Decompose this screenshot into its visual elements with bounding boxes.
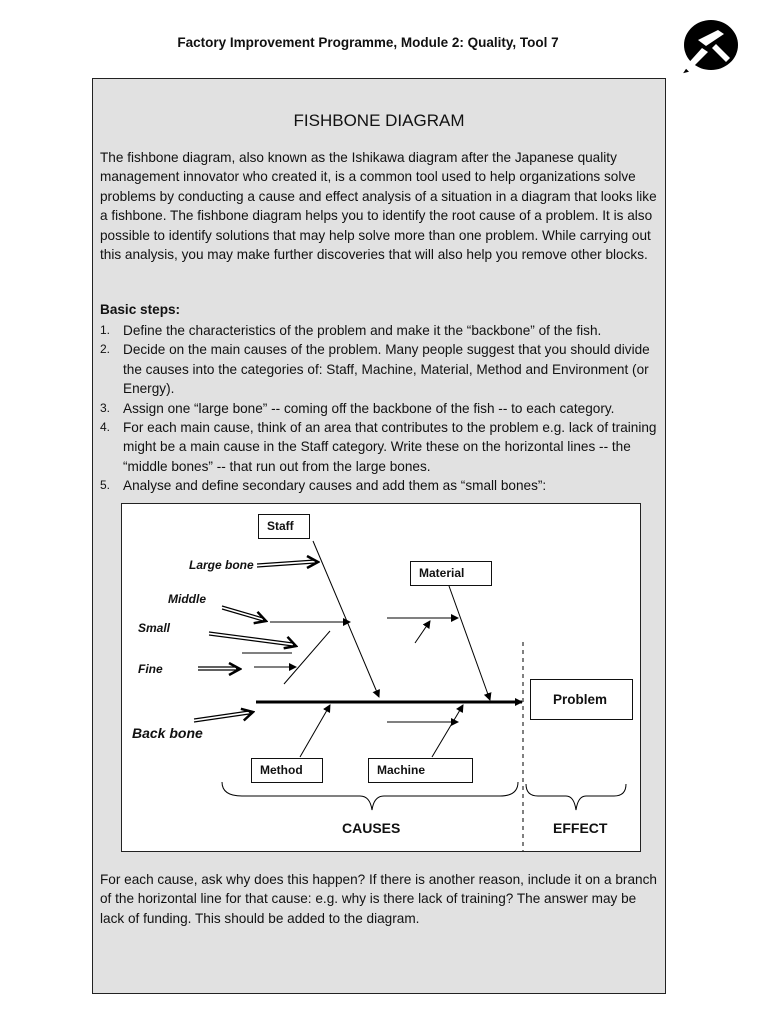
step-number: 1. <box>100 323 111 337</box>
pointer-arrows <box>194 560 318 722</box>
effect-brace <box>526 784 626 810</box>
list-item <box>100 476 660 495</box>
material-box: Material <box>410 561 492 586</box>
small-bone <box>415 621 430 643</box>
small-label: Small <box>138 621 171 635</box>
intro-paragraph: The fishbone diagram, also known as the Ishikawa diagram after the Japanese quality management innovator who created it, is a common tool used to help organizations solve problems by conducting a cause and effect analysis of a situation in a diagram that looks like a fishbone. The fishbone diagram helps you to identify the root cause of a problem. It is also possible to identify solutions that may help solve more than one problem. While carrying out this analysis, you may make further discoveries that will also help you remove other blocks. <box>100 150 657 263</box>
method-large-bone <box>300 705 330 757</box>
middle-label: Middle <box>168 592 206 606</box>
staff-box: Staff <box>258 514 310 539</box>
material-large-bone <box>449 586 490 700</box>
fine-label: Fine <box>138 662 163 676</box>
step-text: Define the characteristics of the problem and make it the “backbone” of the fish. <box>123 323 602 338</box>
machine-box: Machine <box>368 758 473 783</box>
method-box: Method <box>251 758 323 783</box>
list-item <box>100 399 660 418</box>
list-item <box>100 340 660 398</box>
machine-large-bone <box>432 705 463 757</box>
list-item <box>100 418 660 476</box>
steps-list <box>100 321 660 496</box>
steps-title: Basic steps: <box>100 302 181 317</box>
back-bone-label: Back bone <box>132 725 203 741</box>
large-bone-label: Large bone <box>189 558 254 572</box>
panel-title: FISHBONE DIAGRAM <box>293 111 465 130</box>
step-number: 5. <box>100 478 111 493</box>
fishbone-diagram <box>121 503 641 852</box>
tools-logo-icon <box>680 18 740 76</box>
fishbone-lines <box>122 504 640 851</box>
staff-large-bone <box>313 541 379 697</box>
list-item <box>100 321 660 340</box>
page-header: Factory Improvement Programme, Module 2: Quality, Tool 7 <box>177 35 559 50</box>
effect-label: EFFECT <box>553 820 608 836</box>
content-panel <box>92 78 666 994</box>
step-text: For each main cause, think of an area that contributes to the problem e.g. lack of training might be a main cause in the Staff category. Write these on the horizontal lines -- the “middle bones” -- that run out from the large bones. <box>123 420 657 474</box>
problem-box: Problem <box>530 679 633 720</box>
step-number: 4. <box>100 420 111 435</box>
causes-label: CAUSES <box>342 820 401 836</box>
step-number: 3. <box>100 400 111 415</box>
closing-paragraph: For each cause, ask why does this happen? If there is another reason, include it on a branch of the horizontal line for that cause: e.g. why is there lack of training? The answer may be lack of funding. This should be added to the diagram. <box>100 872 657 926</box>
step-text: Analyse and define secondary causes and add them as “small bones”: <box>123 478 547 494</box>
step-text: Decide on the main causes of the problem. Many people suggest that you should divide the causes into the categories of: Staff, Machine, Material, Method and Environment (or Energy). <box>123 342 650 397</box>
causes-brace <box>222 782 518 810</box>
step-text: Assign one “large bone” -- coming off the backbone of the fish -- to each category. <box>123 400 615 416</box>
small-bone <box>284 631 330 684</box>
step-number: 2. <box>100 342 111 357</box>
